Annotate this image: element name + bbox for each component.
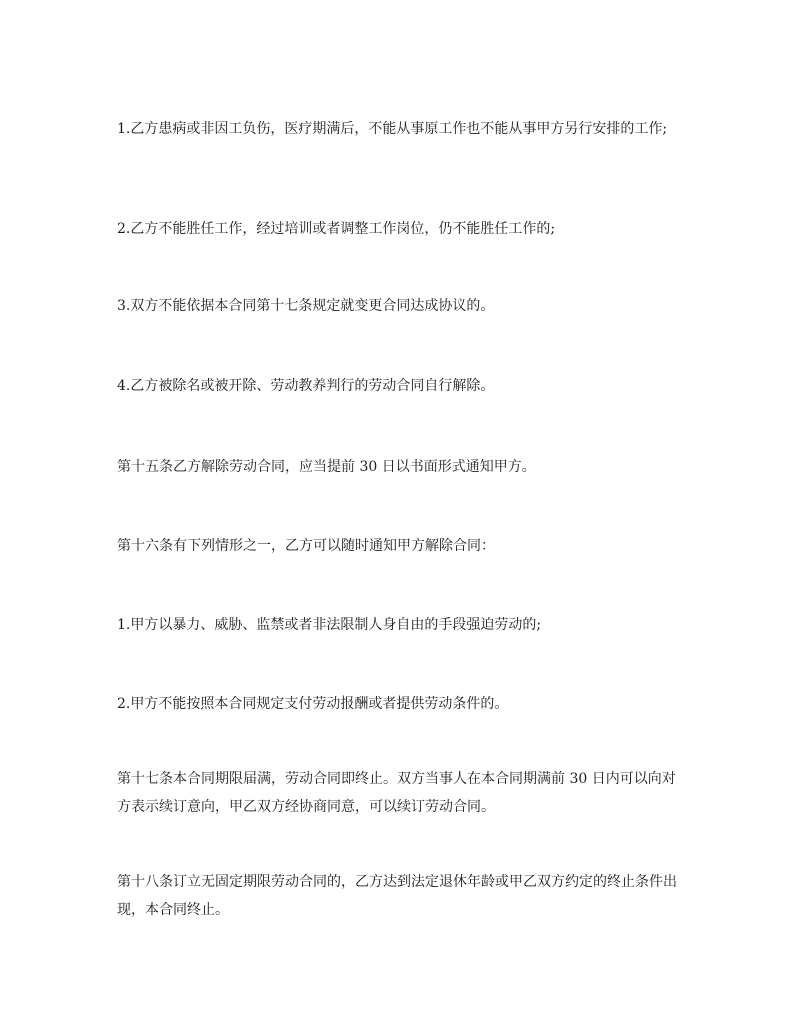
paragraph-6: 第十六条有下列情形之一，乙方可以随时通知甲方解除合同： <box>117 538 495 554</box>
paragraph-9: 第十七条本合同期限届满，劳动合同即终止。双方当事人在本合同期满前 30 日内可以向对方表示续订意向，甲乙双方经协商同意，可以续订劳动合同。 <box>117 771 676 815</box>
paragraph-7: 1.甲方以暴力、威胁、监禁或者非法限制人身自由的手段强迫劳动的; <box>117 617 542 633</box>
paragraph-2: 2.乙方不能胜任工作，经过培训或者调整工作岗位，仍不能胜任工作的; <box>117 221 556 237</box>
paragraph-3: 3.双方不能依据本合同第十七条规定就变更合同达成协议的。 <box>117 298 495 314</box>
paragraph-8: 2.甲方不能按照本合同规定支付劳动报酬或者提供劳动条件的。 <box>117 696 509 712</box>
paragraph-4: 4.乙方被除名或被开除、劳动教养判行的劳动合同自行解除。 <box>117 378 495 394</box>
paragraph-1: 1.乙方患病或非因工负伤，医疗期满后，不能从事原工作也不能从事甲方另行安排的工作; <box>117 121 668 137</box>
paragraph-5: 第十五条乙方解除劳动合同，应当提前 30 日以书面形式通知甲方。 <box>117 459 536 475</box>
paragraph-10: 第十八条订立无固定期限劳动合同的，乙方达到法定退休年龄或甲乙双方约定的终止条件出现，本合同终止。 <box>117 874 677 918</box>
